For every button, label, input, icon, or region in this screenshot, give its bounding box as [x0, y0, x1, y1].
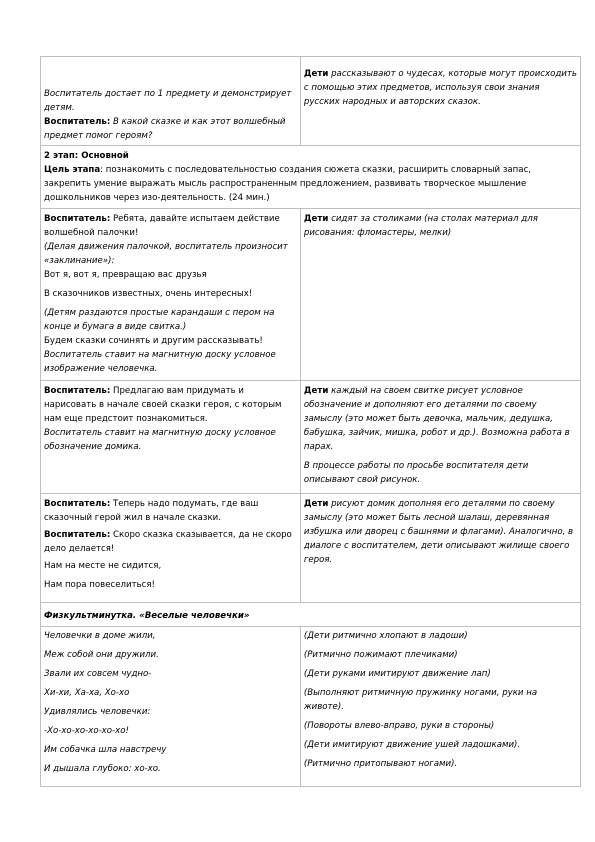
poem-line: Им собачка шла навстречу [44, 745, 167, 755]
children-label: Дети [303, 386, 329, 396]
table-row [41, 627, 581, 787]
table-row [41, 381, 581, 494]
poem-line: Звали их совсем чудно- [44, 669, 152, 679]
action-line: (Повороты влево-вправо, руки в стороны) [303, 721, 495, 731]
table-row [41, 146, 581, 209]
table-row [41, 57, 581, 146]
spell-line: Вот я, вот я, превращаю вас друзья [44, 270, 207, 280]
children-cell [300, 209, 580, 381]
children-cell [300, 57, 580, 146]
teacher-label: Воспитатель: [44, 530, 111, 540]
phys-title-cell [41, 603, 581, 627]
poem-line: И дышала глубоко: хо-хо. [44, 764, 161, 774]
teacher-action-text: Воспитатель ставит на магнитную доску условное изображение человечка. [44, 350, 276, 374]
children-cell [300, 494, 580, 603]
stage-title: 2 этап: Основной [44, 151, 129, 161]
teacher-action-text: (Детям раздаются простые карандаши с пером на конце и бумага в виде свитка.) [44, 308, 275, 332]
teacher-text: Скоро сказка сказывается, да не скоро дело делается! [44, 530, 292, 554]
children-text: каждый на своем свитке рисует условное обозначение и дополняют его деталями по своему замыслу (это может быть девочка, мальчик, дедушка, бабушка, зайчик, мишка, робот и др.). Возможна работа в парах. [303, 386, 570, 452]
action-line: (Дети руками имитируют движение лап) [303, 669, 491, 679]
teacher-text: Предлагаю вам придумать и нарисовать в начале своей сказки героя, с которым нам еще предстоит познакомиться. [44, 386, 282, 424]
stage-goal-label: Цель этапа [44, 165, 101, 175]
table-row [41, 209, 581, 381]
teacher-label: Воспитатель: [44, 117, 111, 127]
action-line: (Дети ритмично хлопают в ладоши) [303, 631, 468, 641]
poem-line: Человечки в доме жили, [44, 631, 156, 641]
teacher-cell [41, 209, 301, 381]
teacher-text: Ребята, давайте испытаем действие волшебной палочки! [44, 214, 280, 238]
table-row [41, 603, 581, 627]
teacher-action-text: Воспитатель ставит на магнитную доску условное обозначение домика. [44, 428, 276, 452]
stage-cell [41, 146, 581, 209]
action-line: (Выполняют ритмичную пружинку ногами, руки на животе). [303, 688, 538, 712]
teacher-label: Воспитатель: [44, 214, 111, 224]
spell-line: Будем сказки сочинять и другим рассказывать! [44, 336, 263, 346]
stage-goal-text: : познакомить с последовательностью создания сюжета сказки, расширить словарный запас, закрепить умение выражать мысль распространенным предложением, развивать творческое мышление дошкольников через изо-деятельность. (24 мин.) [44, 165, 532, 203]
poem-cell [41, 627, 301, 787]
teacher-text: Нам пора повеселиться! [44, 580, 156, 590]
action-line: (Ритмично притопывают ногами). [303, 759, 458, 769]
lesson-plan-table [40, 56, 581, 787]
spell-line: В сказочников известных, очень интересных! [44, 289, 253, 299]
teacher-action-text: (Делая движения палочкой, воспитатель произносит «заклинание»): [44, 242, 288, 266]
poem-line: Меж собой они дружили. [44, 650, 159, 660]
children-label: Дети [303, 69, 329, 79]
poem-line: Удивлялись человечки: [44, 707, 151, 717]
actions-cell [300, 627, 580, 787]
poem-line: Хи-хи, Ха-ха, Хо-хо [44, 688, 130, 698]
teacher-cell [41, 381, 301, 494]
children-text: В процессе работы по просьбе воспитателя дети описывают свой рисунок. [303, 461, 529, 485]
teacher-label: Воспитатель: [44, 499, 111, 509]
poem-line: -Хо-хо-хо-хо-хо-хо! [44, 726, 129, 736]
teacher-text: Нам на месте не сидится, [44, 561, 162, 571]
children-text: рисуют домик дополняя его деталями по своему замыслу (это может быть лесной шалаш, деревянная избушка или дворец с башнями и флагами). Аналогично, в диалоге с воспитателем, дети описывают жилище своего героя. [303, 499, 574, 565]
teacher-action-text: Воспитатель достает по 1 предмету и демонстрирует детям. [44, 89, 292, 113]
action-line: (Ритмично пожимают плечиками) [303, 650, 458, 660]
action-line: (Дети имитируют движение ушей ладошками). [303, 740, 521, 750]
table-row [41, 494, 581, 603]
children-cell [300, 381, 580, 494]
teacher-cell [41, 57, 301, 146]
phys-title: Физкультминутка. «Веселые человечки» [44, 611, 250, 621]
children-label: Дети [303, 499, 329, 509]
children-label: Дети [303, 214, 329, 224]
teacher-cell [41, 494, 301, 603]
teacher-question: В какой сказке и как этот волшебный предмет помог героям? [44, 117, 286, 141]
teacher-text: Теперь надо подумать, где ваш сказочный герой жил в начале сказки. [44, 499, 259, 523]
teacher-label: Воспитатель: [44, 386, 111, 396]
children-text: рассказывают о чудесах, которые могут происходить с помощью этих предметов, используя свои знания русских народных и авторских сказок. [303, 69, 577, 107]
children-text: сидят за столиками (на столах материал для рисования: фломастеры, мелки) [303, 214, 538, 238]
